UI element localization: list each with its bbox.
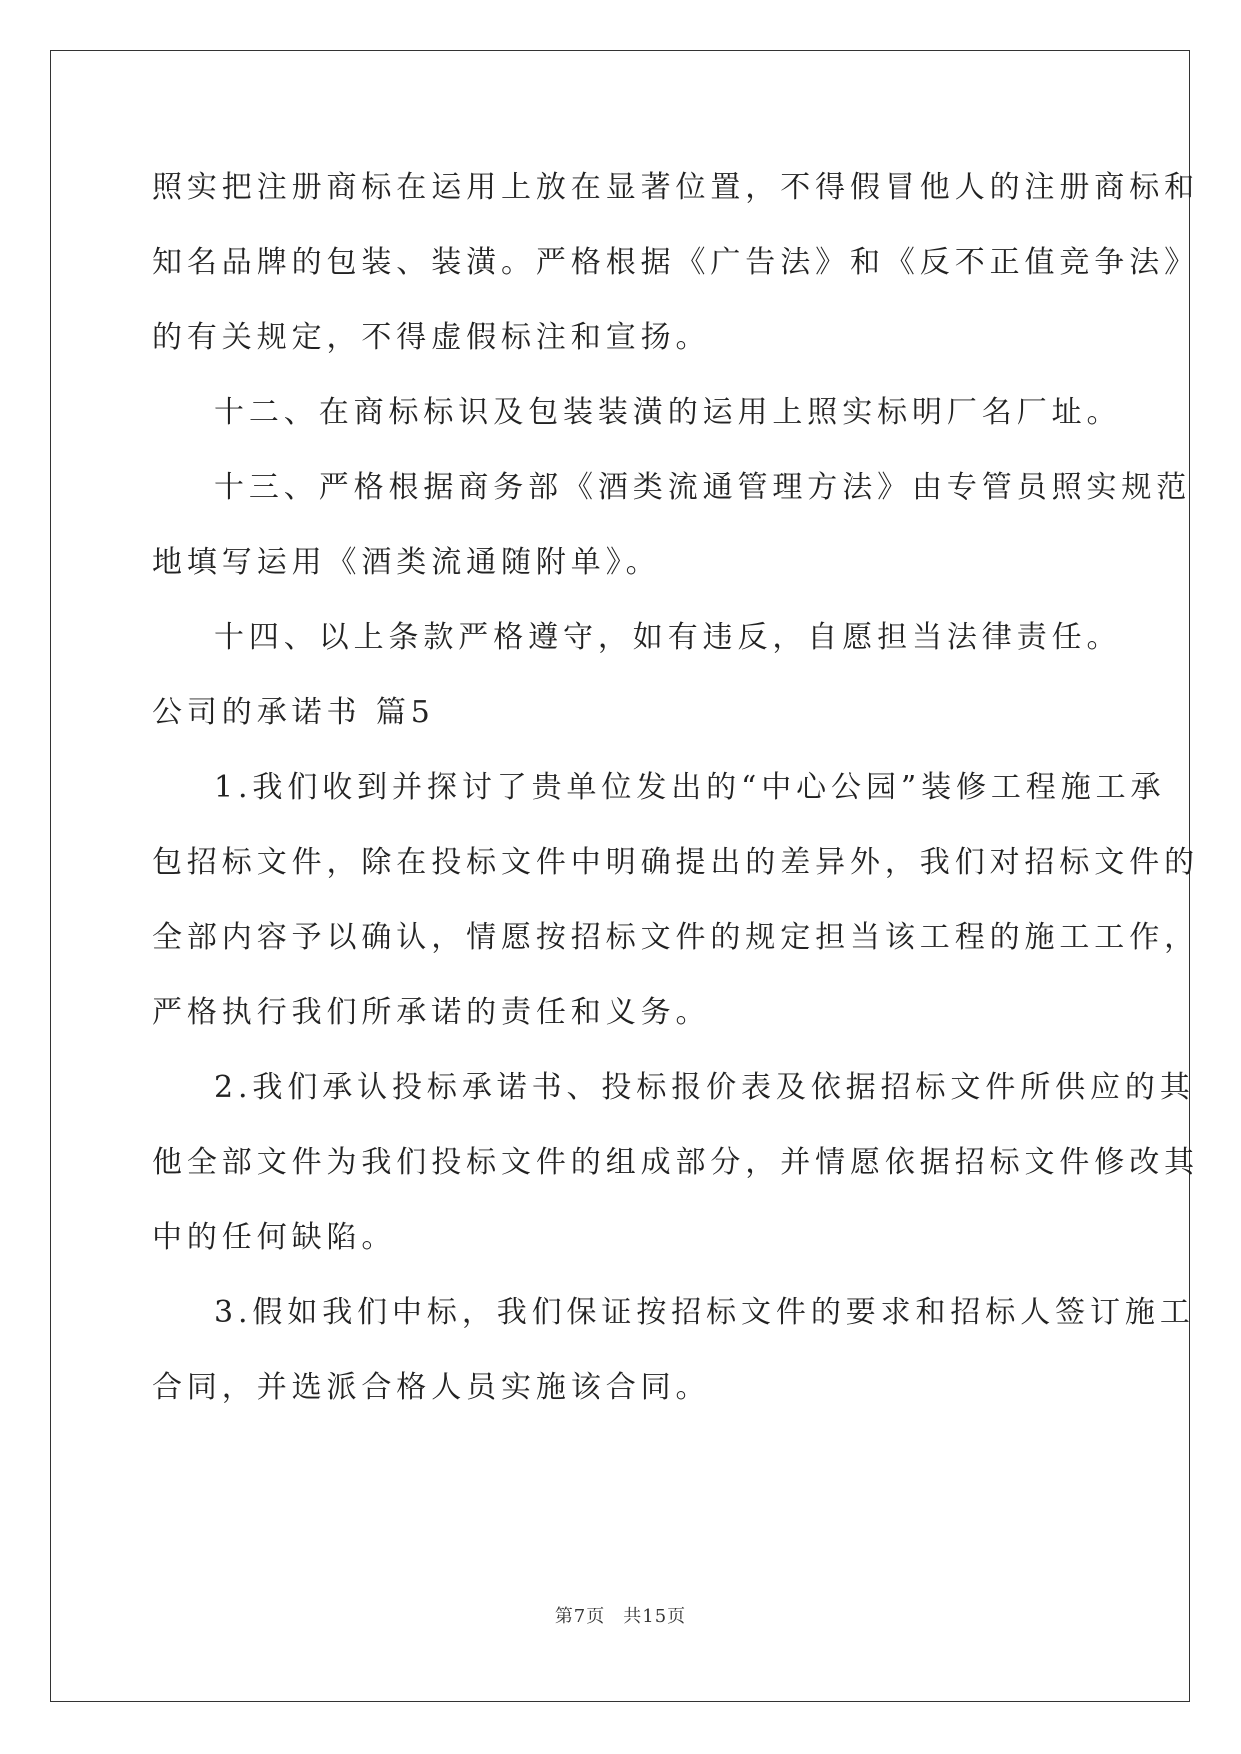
clause-14: 十四、以上条款严格遵守，如有违反，自愿担当法律责任。: [214, 620, 1122, 655]
page-footer: [0, 1602, 1241, 1628]
page-number: 第7页: [554, 1606, 606, 1627]
paragraph-line: 包招标文件，除在投标文件中明确提出的差异外，我们对招标文件的: [152, 845, 1199, 880]
paragraph-line: 全部内容予以确认，情愿按招标文件的规定担当该工程的施工工作，: [152, 920, 1199, 955]
paragraph-line: 知名品牌的包装、装潢。严格根据《广告法》和《反不正值竞争法》: [152, 245, 1199, 280]
item-2: 2.我们承认投标承诺书、投标报价表及依据招标文件所供应的其: [214, 1070, 1195, 1105]
paragraph-line: 地填写运用《酒类流通随附单》。: [152, 545, 661, 580]
paragraph-line: 严格执行我们所承诺的责任和义务。: [152, 995, 711, 1030]
paragraph-line: 的有关规定，不得虚假标注和宣扬。: [152, 320, 711, 355]
page-total: 共15页: [623, 1606, 687, 1627]
item-1: 1.我们收到并探讨了贵单位发出的“中心公园”装修工程施工承: [214, 770, 1166, 805]
clause-13: 十三、严格根据商务部《酒类流通管理方法》由专管员照实规范: [214, 470, 1192, 505]
paragraph-line: 照实把注册商标在运用上放在显著位置，不得假冒他人的注册商标和: [152, 170, 1199, 205]
paragraph-line: 合同，并选派合格人员实施该合同。: [152, 1370, 711, 1405]
clause-12: 十二、在商标标识及包装装潢的运用上照实标明厂名厂址。: [214, 395, 1122, 430]
document-body: [152, 160, 1199, 1435]
item-3: 3.假如我们中标，我们保证按招标文件的要求和招标人签订施工: [214, 1295, 1195, 1330]
section-heading: 公司的承诺书 篇5: [152, 695, 435, 730]
paragraph-line: 中的任何缺陷。: [152, 1220, 397, 1255]
paragraph-line: 他全部文件为我们投标文件的组成部分，并情愿依据招标文件修改其: [152, 1145, 1199, 1180]
